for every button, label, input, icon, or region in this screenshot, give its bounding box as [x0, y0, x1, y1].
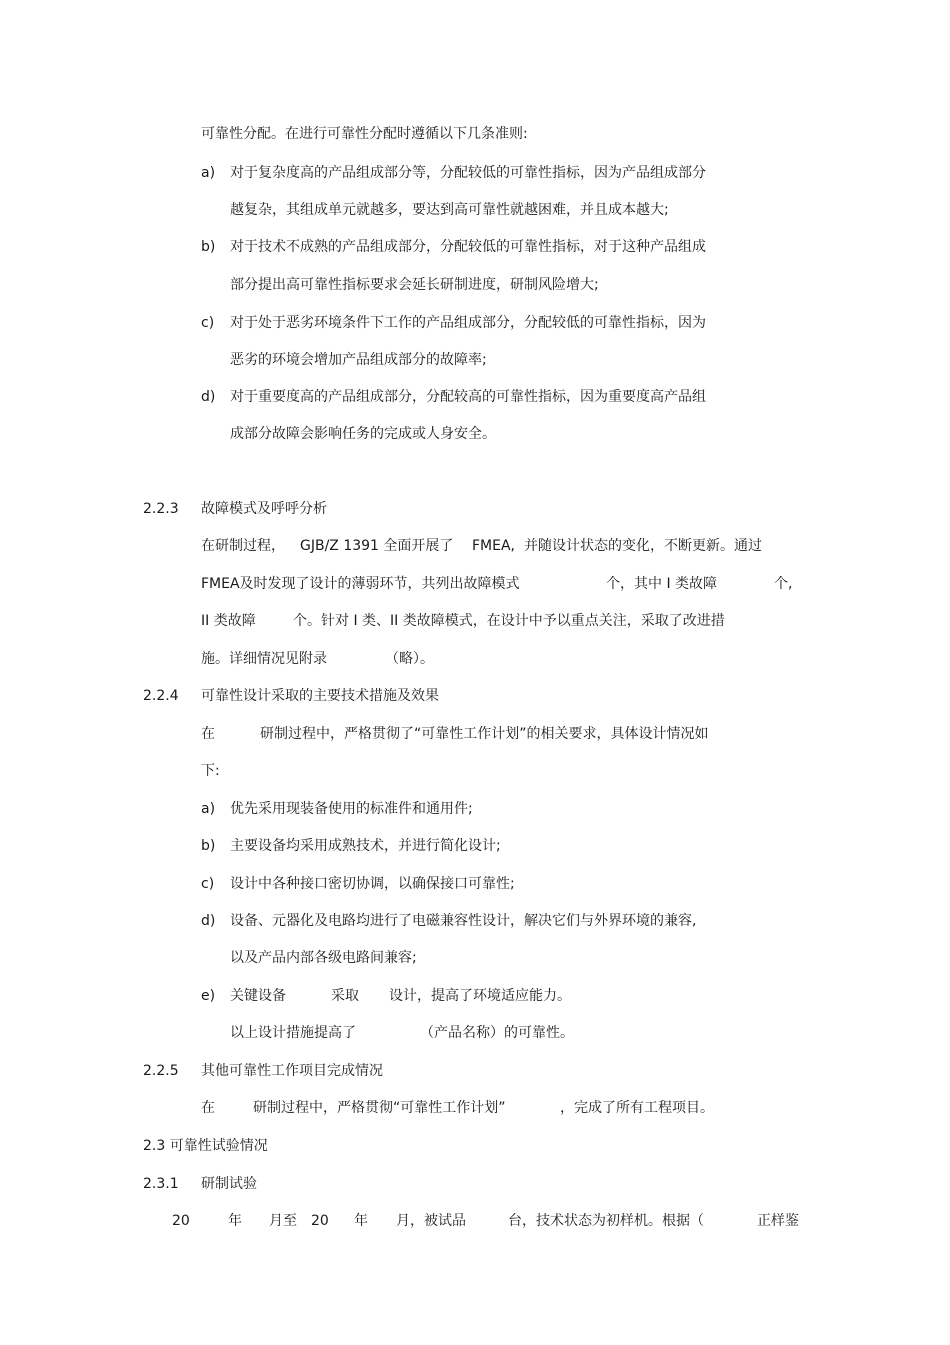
section-title-2-3: 2.3 可靠性试验情况	[143, 1138, 268, 1154]
measure-item-c: 设计中各种接口密切协调，以确保接口可靠性;	[230, 876, 515, 892]
measure-label-d: d)	[201, 913, 216, 929]
section-number-2-2-4: 2.2.4	[143, 688, 179, 704]
list-item-a-line1: 对于复杂度高的产品组成部分等，分配较低的可靠性指标，因为产品组成部分	[230, 165, 706, 181]
measure-item-e-part2: 采取	[331, 988, 359, 1004]
measure-label-e: e)	[201, 988, 216, 1004]
s224-para-part2: 研制过程中，严格贯彻了“可靠性工作计划”的相关要求，具体设计情况如	[260, 726, 709, 742]
s225-para-part3: ，完成了所有工程项目。	[560, 1100, 714, 1116]
section-title-2-2-3: 故障模式及呼呼分析	[201, 501, 327, 517]
s223-line4-part2: （略）。	[385, 651, 434, 667]
s224-summary-part2: （产品名称）的可靠性。	[420, 1025, 574, 1041]
measure-label-a: a)	[201, 801, 216, 817]
list-item-d-line1: 对于重要度高的产品组成部分，分配较高的可靠性指标，因为重要度高产品组	[230, 389, 706, 405]
s224-para-part1: 在	[201, 726, 215, 742]
list-item-a-line2: 越复杂，其组成单元就越多，要达到高可靠性就越困难，并且成本越大;	[230, 202, 669, 218]
list-item-c-line1: 对于处于恶劣环境条件下工作的产品组成部分，分配较低的可靠性指标，因为	[230, 315, 706, 331]
paragraph-intro: 可靠性分配。在进行可靠性分配时遵循以下几条准则:	[201, 126, 528, 142]
s223-line2-part3: 个,	[774, 576, 793, 592]
s224-para-part3: 下:	[201, 763, 220, 779]
section-title-2-2-4: 可靠性设计采取的主要技术措施及效果	[201, 688, 439, 704]
s223-line1-part4: 并随设计状态的变化，不断更新。通过	[524, 538, 762, 554]
section-title-2-3-1: 研制试验	[201, 1176, 257, 1192]
measure-item-d-line2: 以及产品内部各级电路间兼容;	[230, 950, 417, 966]
s231-month1: 月至	[269, 1213, 297, 1229]
s223-line1-part3: FMEA,	[472, 538, 516, 554]
s231-tai: 台，技术状态为初样机。根据（	[508, 1213, 704, 1229]
list-label-d: d)	[201, 389, 216, 405]
s223-line3-part1: II 类故障	[201, 613, 256, 629]
s231-year1: 20	[172, 1213, 190, 1229]
list-item-d-line2: 成部分故障会影响任务的完成或人身安全。	[230, 426, 496, 442]
s223-line2-part1: FMEA及时发现了设计的薄弱环节，共列出故障模式	[201, 576, 520, 592]
s231-nian1: 年	[228, 1213, 242, 1229]
list-item-b-line2: 部分提出高可靠性指标要求会延长研制进度，研制风险增大;	[230, 277, 599, 293]
s223-line4-part1: 施。详细情况见附录	[201, 651, 327, 667]
s224-summary-part1: 以上设计措施提高了	[230, 1025, 356, 1041]
section-number-2-3-1: 2.3.1	[143, 1176, 179, 1192]
section-number-2-2-5: 2.2.5	[143, 1063, 179, 1079]
measure-item-d-line1: 设备、元器化及电路均进行了电磁兼容性设计，解决它们与外界环境的兼容,	[230, 913, 697, 929]
measure-item-e-part3: 设计，提高了环境适应能力。	[389, 988, 571, 1004]
s231-month2: 月，被试品	[396, 1213, 466, 1229]
list-label-b: b)	[201, 239, 216, 255]
measure-item-b: 主要设备均采用成熟技术，并进行简化设计;	[230, 838, 501, 854]
measure-label-c: c)	[201, 876, 215, 892]
s231-nian2: 年	[354, 1213, 368, 1229]
s223-line1-part1: 在研制过程，	[201, 538, 285, 554]
list-label-c: c)	[201, 315, 215, 331]
s223-line3-part2: 个。针对 I 类、II 类故障模式，在设计中予以重点关注，采取了改进措	[293, 613, 725, 629]
s223-line2-part2: 个，其中 I 类故障	[606, 576, 718, 592]
list-item-b-line1: 对于技术不成熟的产品组成部分，分配较低的可靠性指标，对于这种产品组成	[230, 239, 706, 255]
section-title-2-2-5: 其他可靠性工作项目完成情况	[201, 1063, 383, 1079]
s231-end: 正样鉴	[757, 1213, 799, 1229]
measure-label-b: b)	[201, 838, 216, 854]
s231-year2: 20	[311, 1213, 329, 1229]
list-item-c-line2: 恶劣的环境会增加产品组成部分的故障率;	[230, 352, 487, 368]
s225-para-part1: 在	[201, 1100, 215, 1116]
s225-para-part2: 研制过程中，严格贯彻“可靠性工作计划”	[253, 1100, 506, 1116]
s223-line1-part2: GJB/Z 1391 全面开展了	[300, 538, 454, 554]
list-label-a: a)	[201, 165, 216, 181]
measure-item-a: 优先采用现装备使用的标准件和通用件;	[230, 801, 473, 817]
measure-item-e-part1: 关键设备	[230, 988, 286, 1004]
section-number-2-2-3: 2.2.3	[143, 501, 179, 517]
